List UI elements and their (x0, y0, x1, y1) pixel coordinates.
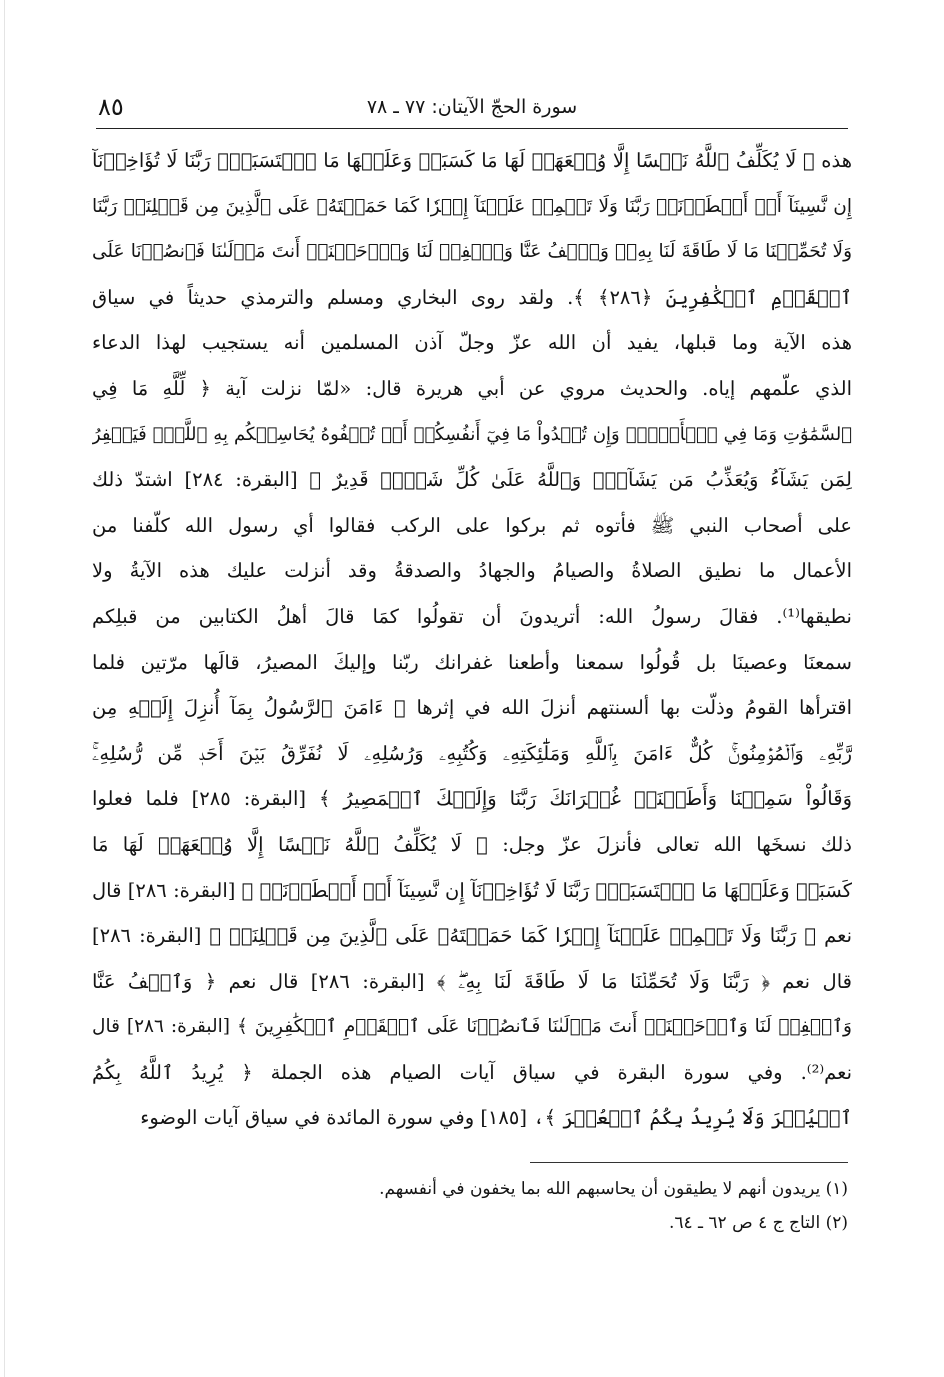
running-title: سورة الحجّ الآيتان: ٧٧ ـ ٧٨ (366, 96, 578, 118)
text-line: سمعنَا وعصينَا بل قُولُوا سمعنا وأطعنا غفرانك ربّنا وإليكَ المصيرُ، قالَها مرّتين فلما (92, 650, 852, 674)
scan-edge-shadow (4, 0, 5, 1377)
text-line: الأعمال ما نطيق الصلاةُ والصيامُ والجهادُ والصدقةُ وقد أنزلت عليك هذه الآيةُ ولا (92, 559, 852, 583)
text-line: هذه الآية وما قبلها، يفيد أن الله عزّ وجلّ آذن المسلمين أنه يستجيب لهذا الدعاء (92, 331, 852, 355)
text-line: وَٱغۡفِرۡ لَنَا وَٱرۡحَمۡنَآۚ أَنتَ مَوۡلَىٰنَا فَٱنصُرۡنَا عَلَى ٱلۡقَوۡمِ ٱلۡكَٰفِرِينَ ﴾ [البقرة: ٢٨٦] قال (92, 1016, 852, 1038)
text-line: اقترأها القومُ وذلّت بها ألسنتهم أنزلَ الله في إثرها ﴿ ءَامَنَ ٱلرَّسُولُ بِمَآ أُنزِلَ إِلَيۡهِ مِن (92, 696, 852, 720)
text-line: هذه ﴿ لَا يُكَلِّفُ ٱللَّهُ نَفۡسًا إِلَّا وُسۡعَهَاۚ لَهَا مَا كَسَبَتۡ وَعَلَيۡهَا مَا ٱكۡتَسَبَتۡۗ رَبَّنَا لَا تُؤَاخِذۡنَآ (92, 149, 852, 172)
text-line: قال نعم ﴿ رَبَّنَا وَلَا تُحَمِّلۡنَا مَا لَا طَاقَةَ لَنَا بِهِۦۖ ﴾ [البقرة: ٢٨٦] قال نعم ﴿ وَٱعۡفُ عَنَّا (92, 969, 852, 993)
text-line: ذلك نسخَها الله تعالى فأنزلَ عزّ وجل: ﴿ لَا يُكَلِّفُ ٱللَّهُ نَفۡسًا إِلَّا وُسۡعَهَاۚ لَهَا مَا (92, 832, 852, 856)
footnote-1: (١) يريدون أنهم لا يطيقون أن يحاسبهم الله بما يخفون في أنفسهم. (379, 1179, 848, 1199)
text-line: لِمَن يَشَآءُ وَيُعَذِّبُ مَن يَشَآءُۗ وَٱللَّهُ عَلَىٰ كُلِّ شَيۡءٖ قَدِيرٌ ﴾ [البقرة: ٢٨٤] اشتدّ ذلك (92, 468, 852, 492)
text-line: ٱلۡيُسۡرَ وَلَا يُرِيدُ بِكُمُ ٱلۡعُسۡرَ ﴾، [١٨٥] وفي سورة المائدة في سياق آيات الوضوء (140, 1106, 852, 1130)
text-line: إِن نَّسِينَآ أَوۡ أَخۡطَأۡنَاۚ رَبَّنَا وَلَا تَحۡمِلۡ عَلَيۡنَآ إِصۡرٗا كَمَا حَمَلۡتَهُۥ عَلَى ٱلَّذِينَ مِن قَبۡلِنَاۚ رَبَّنَا (92, 195, 852, 217)
text-line: ٱلۡقَوۡمِ ٱلۡكَٰفِرِينَ ﴿٢٨٦﴾ ﴾. ولقد روى البخاري ومسلم والترمذي حديثاً في سياق (92, 285, 852, 309)
text-line: وَقَالُواْ سَمِعۡنَا وَأَطَعۡنَاۖ غُفۡرَانَكَ رَبَّنَا وَإِلَيۡكَ ٱلۡمَصِيرُ ﴾ [البقرة: ٢٨٥] فلما فعلوا (92, 787, 852, 811)
text-line: نعم ﴿ رَبَّنَا وَلَا تَحۡمِلۡ عَلَيۡنَآ إِصۡرٗا كَمَا حَمَلۡتَهُۥ عَلَى ٱلَّذِينَ مِن قَبۡلِنَاۚ ﴾ [البقرة: ٢٨٦] (92, 924, 852, 948)
text-line: رَّبِّهِۦ وَٱلۡمُؤۡمِنُونَۚ كُلٌّ ءَامَنَ بِٱللَّهِ وَمَلَٰٓئِكَتِهِۦ وَكُتُبِهِۦ وَرُسُلِهِۦ لَا نُفَرِّقُ بَيۡنَ أَحَدٖ مِّن رُّسُلِهِۦۚ (92, 741, 852, 765)
text-line: على أصحاب النبي ﷺ فأتوه ثم بركوا على الركب فقالوا أي رسول الله كلّفنا من (92, 513, 852, 537)
text-line: نعم⁽²⁾. وفي سورة البقرة في سياق آيات الصيام هذه الجملة ﴿ يُرِيدُ ٱللَّهُ بِكُمُ (92, 1060, 852, 1084)
text-line: كَسَبَتۡ وَعَلَيۡهَا مَا ٱكۡتَسَبَتۡۗ رَبَّنَا لَا تُؤَاخِذۡنَآ إِن نَّسِينَآ أَوۡ أَخۡطَأۡنَاۚ ﴾ [البقرة: ٢٨٦] قال (92, 878, 852, 902)
page-number: ٨٥ (98, 93, 124, 121)
text-line: الذي علّمهم إياه. والحديث مروي عن أبي هريرة قال: «لمّا نزلت آية ﴿ لِّلَّهِ مَا فِي (92, 376, 852, 400)
header-rule (96, 128, 848, 129)
text-line: نطيقها⁽¹⁾. فقالَ رسولُ الله: أتريدونَ أن تقولُوا كمَا قالَ أهلُ الكتابين من قبلِكم (92, 604, 852, 628)
footnote-rule (530, 1162, 848, 1163)
text-line: ٱلسَّمَٰوَٰتِ وَمَا فِي ٱلۡأَرۡضِۗ وَإِن تُبۡدُواْ مَا فِيٓ أَنفُسِكُمۡ أَوۡ تُخۡفُوهُ يُحَاسِبۡكُم بِهِ ٱللَّهُۖ فَيَغۡفِرُ (92, 423, 852, 445)
footnotes (96, 1172, 848, 1240)
body-text (92, 138, 852, 1141)
footnote-2: (٢) التاج ج ٤ ص ٦٢ ـ ٦٤. (668, 1213, 848, 1233)
page-header (98, 92, 846, 126)
text-line: وَلَا تُحَمِّلۡنَا مَا لَا طَاقَةَ لَنَا بِهِۦۖ وَٱعۡفُ عَنَّا وَٱغۡفِرۡ لَنَا وَٱرۡحَمۡنَآۚ أَنتَ مَوۡلَىٰنَا فَٱنصُرۡنَا عَلَى (92, 241, 852, 263)
